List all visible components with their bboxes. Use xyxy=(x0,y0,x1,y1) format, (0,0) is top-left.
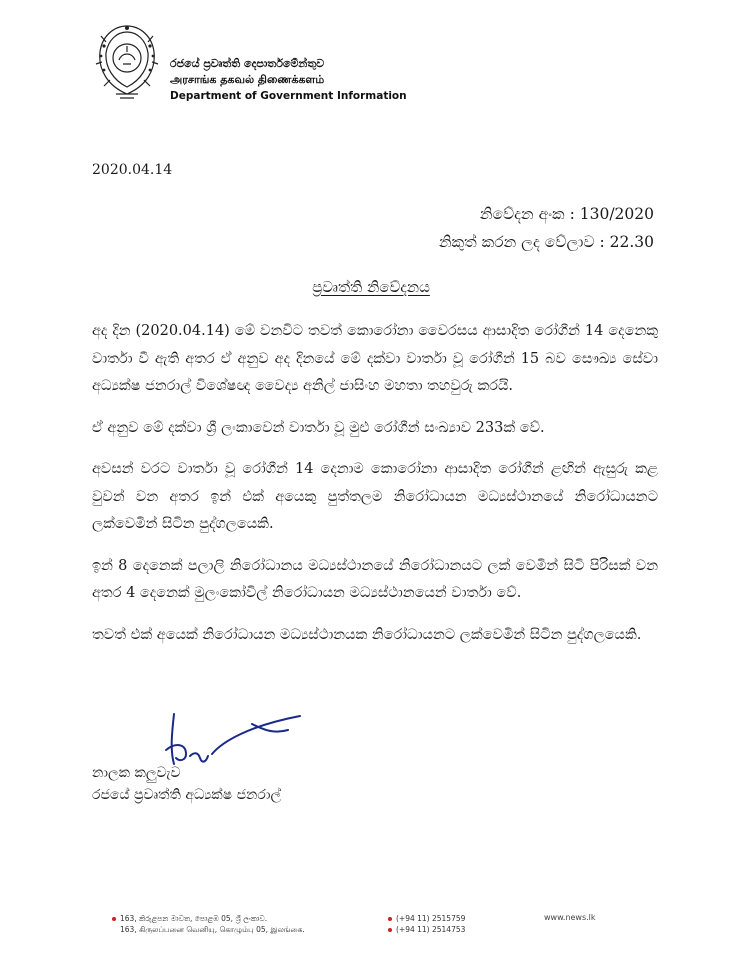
document-body xyxy=(92,318,658,663)
footer-contact xyxy=(388,913,465,935)
signer-name: නාලක කලුවැව xyxy=(92,765,181,781)
body-paragraph: අවසන් වරට වාර්තා වූ රෝගීන් 14 දෙනාම කොරෝනා ආසාදිත රෝගීන් ළඟින් ඇසුරු කළ වුවන් වන අතර ඉන් එක් අයෙකු පුත්තලම නිරෝධායන මධ්‍යස්ථානයේ නිරෝධායනට ලක්වෙමින් සිටින පුද්ගලයෙකි. xyxy=(92,461,658,532)
body-paragraph: ඒ අනුව මේ දක්වා ශ්‍රී ලංකාවෙන් වාර්තා වූ මුළු රෝගීන් සංඛ්‍යාව 233ක් වේ. xyxy=(92,419,545,436)
signer-block xyxy=(92,762,281,806)
footer xyxy=(0,905,742,945)
document-heading xyxy=(0,278,742,296)
address-line-sinhala: 163, කිරුළපන මාවත, පොළඹ 05, ශ්‍රී ලංකාව. xyxy=(112,913,305,924)
bullet-icon xyxy=(112,917,116,921)
fax-row: (+94 11) 2514753 xyxy=(388,924,465,935)
signer-title: රජයේ ප්‍රවෘත්ති අධ්‍යක්ෂ ජනරාල් xyxy=(92,787,282,803)
phone-icon xyxy=(388,917,392,921)
fax-icon xyxy=(388,928,392,932)
department-name-english: Department of Government Information xyxy=(170,90,407,102)
department-name-tamil: அரசாங்க தகவல் திணைக்களம் xyxy=(170,73,325,86)
issue-time-label: නිකුත් කරන ලද වේලාව xyxy=(438,233,595,251)
issue-time-value: : 22.30 xyxy=(599,233,654,251)
body-paragraph: අද දින (2020.04.14) මේ වනවිට තවත් කොරෝනා වෛරසය ආසාදිත රෝගීන් 14 දෙනෙකු වාර්තා වී ඇති අතර ඒ අනුව අද දිනයේ මේ දක්වා වාර්තා වූ රෝගීන් 15 බව සෞඛ්‍ය සේවා අධ්‍යක්ෂ ජනරාල් විශේෂඥ වෛද්‍ය අනිල් ජාසිංහ මහතා තහවුරු කරයි. xyxy=(92,323,658,394)
footer-website: www.news.lk xyxy=(544,913,596,922)
letter-date: 2020.04.14 xyxy=(92,162,173,178)
issue-time-row xyxy=(439,228,654,256)
release-number-row xyxy=(439,200,654,228)
address-line-tamil: 163, கிருலப்பனை வெனியு, கொழும்பு 05, இலங்கை. xyxy=(120,925,305,934)
department-name-block xyxy=(170,56,407,104)
footer-address xyxy=(112,913,305,935)
body-paragraph: ඉන් 8 දෙනෙක් පලාලි නිරෝධානය මධ්‍යස්ථානයේ නිරෝධානයට ලක් වෙමින් සිටි පිරිසක් වන අතර 4 දෙනෙක් මුලංකෝවිල් නිරෝධායන මධ්‍යස්ථානයෙන් වාර්තා වේ. xyxy=(92,557,658,601)
letterhead xyxy=(92,22,407,104)
phone-row: (+94 11) 2515759 xyxy=(388,913,465,924)
heading-text: ප්‍රවෘත්ති නිවේදනය xyxy=(312,278,430,296)
sri-lanka-emblem-icon xyxy=(92,22,162,100)
release-number-value: : 130/2020 xyxy=(569,205,654,223)
reference-block xyxy=(439,200,654,256)
body-paragraph: තවත් එක් අයෙක් නිරෝධායන මධ්‍යස්ථානයක නිරෝධායනට ලක්වෙමින් සිටින පුද්ගලයෙකි. xyxy=(92,626,642,643)
release-number-label: නිවේදන අංක xyxy=(479,205,565,223)
department-name-sinhala: රජයේ ප්‍රවෘත්ති දෙපාර්තමේන්තුව xyxy=(170,57,325,70)
